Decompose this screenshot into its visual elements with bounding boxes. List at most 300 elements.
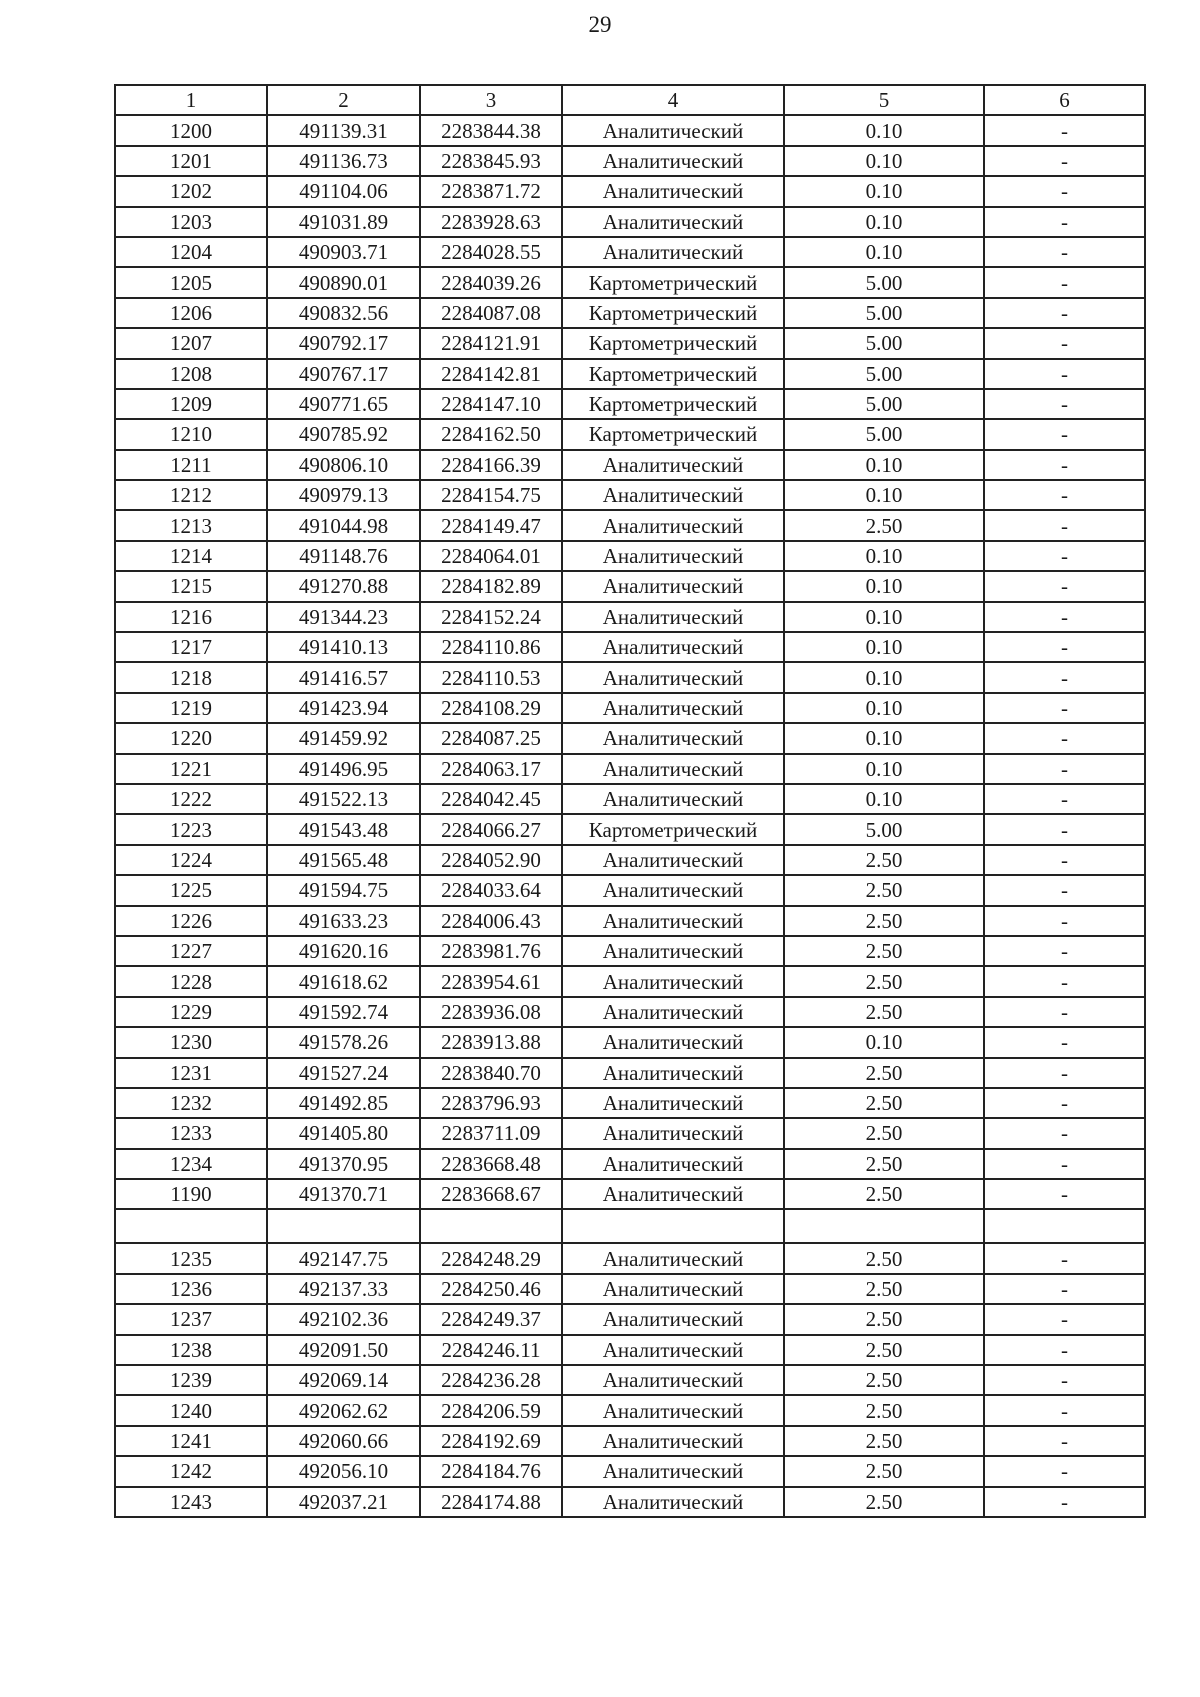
point-number-cell: 1210	[115, 419, 267, 449]
y-coordinate-cell: 2284063.17	[420, 754, 562, 784]
note-cell	[984, 1209, 1145, 1243]
y-coordinate-cell: 2284066.27	[420, 814, 562, 844]
accuracy-cell: 5.00	[784, 359, 984, 389]
accuracy-cell: 0.10	[784, 632, 984, 662]
note-cell: -	[984, 510, 1145, 540]
accuracy-cell: 2.50	[784, 510, 984, 540]
note-cell: -	[984, 480, 1145, 510]
note-cell: -	[984, 1426, 1145, 1456]
table-row	[115, 1365, 1145, 1395]
x-coordinate-cell: 491594.75	[267, 875, 420, 905]
table-row	[115, 298, 1145, 328]
point-number-cell: 1237	[115, 1304, 267, 1334]
method-cell: Аналитический	[562, 875, 784, 905]
table-row	[115, 966, 1145, 996]
accuracy-cell: 2.50	[784, 1243, 984, 1273]
accuracy-cell: 0.10	[784, 541, 984, 571]
y-coordinate-cell: 2284110.53	[420, 662, 562, 692]
y-coordinate-cell: 2284184.76	[420, 1456, 562, 1486]
point-number-cell: 1235	[115, 1243, 267, 1273]
x-coordinate-cell: 490785.92	[267, 419, 420, 449]
note-cell: -	[984, 115, 1145, 145]
method-cell: Картометрический	[562, 419, 784, 449]
x-coordinate-cell: 492056.10	[267, 1456, 420, 1486]
table-row	[115, 510, 1145, 540]
note-cell: -	[984, 1179, 1145, 1209]
method-cell: Картометрический	[562, 328, 784, 358]
accuracy-cell: 2.50	[784, 1456, 984, 1486]
accuracy-cell: 2.50	[784, 1487, 984, 1517]
y-coordinate-cell: 2284182.89	[420, 571, 562, 601]
x-coordinate-cell: 490771.65	[267, 389, 420, 419]
y-coordinate-cell: 2284108.29	[420, 693, 562, 723]
accuracy-cell: 0.10	[784, 480, 984, 510]
table-row	[115, 1395, 1145, 1425]
accuracy-cell: 2.50	[784, 1179, 984, 1209]
table-row	[115, 207, 1145, 237]
column-header-1: 1	[115, 85, 267, 115]
point-number-cell: 1211	[115, 450, 267, 480]
point-number-cell: 1223	[115, 814, 267, 844]
y-coordinate-cell: 2283840.70	[420, 1058, 562, 1088]
table-row	[115, 906, 1145, 936]
table-row	[115, 389, 1145, 419]
method-cell: Картометрический	[562, 389, 784, 419]
table-row	[115, 814, 1145, 844]
method-cell: Аналитический	[562, 602, 784, 632]
table-row	[115, 754, 1145, 784]
accuracy-cell: 0.10	[784, 602, 984, 632]
x-coordinate-cell: 491527.24	[267, 1058, 420, 1088]
point-number-cell: 1224	[115, 845, 267, 875]
table-row	[115, 267, 1145, 297]
x-coordinate-cell: 491370.71	[267, 1179, 420, 1209]
note-cell: -	[984, 754, 1145, 784]
y-coordinate-cell: 2284064.01	[420, 541, 562, 571]
accuracy-cell: 0.10	[784, 207, 984, 237]
point-number-cell: 1203	[115, 207, 267, 237]
point-number-cell: 1234	[115, 1149, 267, 1179]
x-coordinate-cell: 491578.26	[267, 1027, 420, 1057]
accuracy-cell: 2.50	[784, 966, 984, 996]
accuracy-cell: 0.10	[784, 784, 984, 814]
method-cell: Аналитический	[562, 1456, 784, 1486]
point-number-cell: 1220	[115, 723, 267, 753]
y-coordinate-cell: 2283954.61	[420, 966, 562, 996]
method-cell: Аналитический	[562, 662, 784, 692]
method-cell: Аналитический	[562, 632, 784, 662]
note-cell: -	[984, 906, 1145, 936]
table-row	[115, 1209, 1145, 1243]
method-cell: Аналитический	[562, 176, 784, 206]
note-cell: -	[984, 1365, 1145, 1395]
column-header-4: 4	[562, 85, 784, 115]
x-coordinate-cell: 491620.16	[267, 936, 420, 966]
note-cell: -	[984, 845, 1145, 875]
point-number-cell: 1227	[115, 936, 267, 966]
note-cell: -	[984, 237, 1145, 267]
accuracy-cell: 2.50	[784, 936, 984, 966]
y-coordinate-cell: 2284121.91	[420, 328, 562, 358]
point-number-cell: 1229	[115, 997, 267, 1027]
table-row	[115, 1149, 1145, 1179]
accuracy-cell: 2.50	[784, 1304, 984, 1334]
x-coordinate-cell: 492102.36	[267, 1304, 420, 1334]
y-coordinate-cell: 2283844.38	[420, 115, 562, 145]
method-cell: Аналитический	[562, 845, 784, 875]
table-row	[115, 115, 1145, 145]
point-number-cell: 1226	[115, 906, 267, 936]
page-number: 29	[588, 12, 612, 37]
method-cell: Аналитический	[562, 237, 784, 267]
x-coordinate-cell: 491618.62	[267, 966, 420, 996]
x-coordinate-cell: 492091.50	[267, 1335, 420, 1365]
point-number-cell: 1233	[115, 1118, 267, 1148]
accuracy-cell: 0.10	[784, 146, 984, 176]
method-cell: Аналитический	[562, 1149, 784, 1179]
note-cell: -	[984, 632, 1145, 662]
y-coordinate-cell: 2284250.46	[420, 1274, 562, 1304]
accuracy-cell: 2.50	[784, 906, 984, 936]
y-coordinate-cell: 2284236.28	[420, 1365, 562, 1395]
table-row	[115, 359, 1145, 389]
y-coordinate-cell: 2284087.08	[420, 298, 562, 328]
point-number-cell: 1213	[115, 510, 267, 540]
accuracy-cell: 0.10	[784, 1027, 984, 1057]
method-cell: Аналитический	[562, 541, 784, 571]
table-row	[115, 571, 1145, 601]
method-cell: Аналитический	[562, 1335, 784, 1365]
table-row	[115, 328, 1145, 358]
table-row	[115, 1274, 1145, 1304]
x-coordinate-cell: 490767.17	[267, 359, 420, 389]
method-cell: Картометрический	[562, 298, 784, 328]
method-cell: Аналитический	[562, 1118, 784, 1148]
y-coordinate-cell: 2284042.45	[420, 784, 562, 814]
accuracy-cell: 5.00	[784, 389, 984, 419]
accuracy-cell: 5.00	[784, 814, 984, 844]
method-cell: Аналитический	[562, 146, 784, 176]
note-cell: -	[984, 1149, 1145, 1179]
table-row	[115, 1027, 1145, 1057]
accuracy-cell: 0.10	[784, 754, 984, 784]
point-number-cell: 1230	[115, 1027, 267, 1057]
accuracy-cell	[784, 1209, 984, 1243]
point-number-cell: 1205	[115, 267, 267, 297]
x-coordinate-cell: 491592.74	[267, 997, 420, 1027]
y-coordinate-cell: 2283871.72	[420, 176, 562, 206]
note-cell: -	[984, 1487, 1145, 1517]
note-cell: -	[984, 328, 1145, 358]
accuracy-cell: 5.00	[784, 419, 984, 449]
method-cell: Картометрический	[562, 267, 784, 297]
y-coordinate-cell: 2283711.09	[420, 1118, 562, 1148]
y-coordinate-cell: 2284142.81	[420, 359, 562, 389]
note-cell: -	[984, 1274, 1145, 1304]
method-cell: Аналитический	[562, 450, 784, 480]
x-coordinate-cell: 491423.94	[267, 693, 420, 723]
accuracy-cell: 0.10	[784, 176, 984, 206]
note-cell: -	[984, 1456, 1145, 1486]
x-coordinate-cell: 491410.13	[267, 632, 420, 662]
point-number-cell	[115, 1209, 267, 1243]
y-coordinate-cell: 2284162.50	[420, 419, 562, 449]
x-coordinate-cell: 490832.56	[267, 298, 420, 328]
y-coordinate-cell: 2284149.47	[420, 510, 562, 540]
y-coordinate-cell: 2284192.69	[420, 1426, 562, 1456]
accuracy-cell: 0.10	[784, 450, 984, 480]
x-coordinate-cell: 491270.88	[267, 571, 420, 601]
accuracy-cell: 0.10	[784, 662, 984, 692]
y-coordinate-cell: 2284087.25	[420, 723, 562, 753]
point-number-cell: 1238	[115, 1335, 267, 1365]
method-cell: Аналитический	[562, 754, 784, 784]
point-number-cell: 1219	[115, 693, 267, 723]
table-header-row	[115, 85, 1145, 115]
method-cell: Аналитический	[562, 1274, 784, 1304]
y-coordinate-cell: 2283845.93	[420, 146, 562, 176]
point-number-cell: 1216	[115, 602, 267, 632]
x-coordinate-cell: 492062.62	[267, 1395, 420, 1425]
table-row	[115, 723, 1145, 753]
point-number-cell: 1204	[115, 237, 267, 267]
column-header-3: 3	[420, 85, 562, 115]
table-row	[115, 1487, 1145, 1517]
table-row	[115, 997, 1145, 1027]
method-cell: Аналитический	[562, 1487, 784, 1517]
y-coordinate-cell: 2284248.29	[420, 1243, 562, 1273]
method-cell: Аналитический	[562, 784, 784, 814]
x-coordinate-cell: 492037.21	[267, 1487, 420, 1517]
accuracy-cell: 2.50	[784, 1118, 984, 1148]
note-cell: -	[984, 784, 1145, 814]
point-number-cell: 1222	[115, 784, 267, 814]
method-cell: Аналитический	[562, 723, 784, 753]
method-cell: Аналитический	[562, 1088, 784, 1118]
note-cell: -	[984, 450, 1145, 480]
table-row	[115, 237, 1145, 267]
table-row	[115, 419, 1145, 449]
point-number-cell: 1228	[115, 966, 267, 996]
method-cell: Аналитический	[562, 966, 784, 996]
accuracy-cell: 2.50	[784, 1149, 984, 1179]
accuracy-cell: 2.50	[784, 1365, 984, 1395]
note-cell: -	[984, 723, 1145, 753]
note-cell: -	[984, 693, 1145, 723]
note-cell: -	[984, 602, 1145, 632]
x-coordinate-cell: 491031.89	[267, 207, 420, 237]
method-cell	[562, 1209, 784, 1243]
method-cell: Аналитический	[562, 1426, 784, 1456]
x-coordinate-cell: 491104.06	[267, 176, 420, 206]
note-cell: -	[984, 814, 1145, 844]
x-coordinate-cell: 490979.13	[267, 480, 420, 510]
y-coordinate-cell: 2283668.67	[420, 1179, 562, 1209]
note-cell: -	[984, 1058, 1145, 1088]
y-coordinate-cell: 2283928.63	[420, 207, 562, 237]
x-coordinate-cell: 491139.31	[267, 115, 420, 145]
x-coordinate-cell: 491496.95	[267, 754, 420, 784]
note-cell: -	[984, 1118, 1145, 1148]
accuracy-cell: 2.50	[784, 1058, 984, 1088]
y-coordinate-cell: 2284206.59	[420, 1395, 562, 1425]
table-row	[115, 1058, 1145, 1088]
y-coordinate-cell: 2284110.86	[420, 632, 562, 662]
method-cell: Картометрический	[562, 359, 784, 389]
x-coordinate-cell	[267, 1209, 420, 1243]
point-number-cell: 1236	[115, 1274, 267, 1304]
accuracy-cell: 2.50	[784, 845, 984, 875]
y-coordinate-cell: 2284166.39	[420, 450, 562, 480]
x-coordinate-cell: 491136.73	[267, 146, 420, 176]
x-coordinate-cell: 490890.01	[267, 267, 420, 297]
y-coordinate-cell	[420, 1209, 562, 1243]
column-header-5: 5	[784, 85, 984, 115]
table-row	[115, 480, 1145, 510]
accuracy-cell: 5.00	[784, 267, 984, 297]
note-cell: -	[984, 419, 1145, 449]
accuracy-cell: 2.50	[784, 875, 984, 905]
table-body	[115, 115, 1145, 1517]
table-row	[115, 1304, 1145, 1334]
note-cell: -	[984, 1243, 1145, 1273]
method-cell: Картометрический	[562, 814, 784, 844]
method-cell: Аналитический	[562, 207, 784, 237]
note-cell: -	[984, 541, 1145, 571]
table-row	[115, 176, 1145, 206]
x-coordinate-cell: 491416.57	[267, 662, 420, 692]
accuracy-cell: 0.10	[784, 571, 984, 601]
table-row	[115, 602, 1145, 632]
method-cell: Аналитический	[562, 510, 784, 540]
y-coordinate-cell: 2284147.10	[420, 389, 562, 419]
table-row	[115, 845, 1145, 875]
note-cell: -	[984, 662, 1145, 692]
x-coordinate-cell: 491459.92	[267, 723, 420, 753]
table-row	[115, 693, 1145, 723]
note-cell: -	[984, 1088, 1145, 1118]
note-cell: -	[984, 875, 1145, 905]
point-number-cell: 1200	[115, 115, 267, 145]
x-coordinate-cell: 491405.80	[267, 1118, 420, 1148]
method-cell: Аналитический	[562, 571, 784, 601]
point-number-cell: 1206	[115, 298, 267, 328]
note-cell: -	[984, 1335, 1145, 1365]
note-cell: -	[984, 1304, 1145, 1334]
y-coordinate-cell: 2284052.90	[420, 845, 562, 875]
x-coordinate-cell: 491492.85	[267, 1088, 420, 1118]
point-number-cell: 1212	[115, 480, 267, 510]
coordinates-table	[114, 84, 1146, 1518]
accuracy-cell: 2.50	[784, 1426, 984, 1456]
y-coordinate-cell: 2283796.93	[420, 1088, 562, 1118]
y-coordinate-cell: 2283668.48	[420, 1149, 562, 1179]
point-number-cell: 1242	[115, 1456, 267, 1486]
x-coordinate-cell: 491344.23	[267, 602, 420, 632]
table-row	[115, 632, 1145, 662]
table-row	[115, 1088, 1145, 1118]
method-cell: Аналитический	[562, 906, 784, 936]
accuracy-cell: 2.50	[784, 1395, 984, 1425]
table-row	[115, 662, 1145, 692]
accuracy-cell: 2.50	[784, 997, 984, 1027]
accuracy-cell: 0.10	[784, 723, 984, 753]
table-row	[115, 1456, 1145, 1486]
table-row	[115, 541, 1145, 571]
column-header-2: 2	[267, 85, 420, 115]
point-number-cell: 1208	[115, 359, 267, 389]
x-coordinate-cell: 491044.98	[267, 510, 420, 540]
method-cell: Аналитический	[562, 1395, 784, 1425]
x-coordinate-cell: 491543.48	[267, 814, 420, 844]
x-coordinate-cell: 492147.75	[267, 1243, 420, 1273]
table-row	[115, 936, 1145, 966]
method-cell: Аналитический	[562, 1179, 784, 1209]
table-row	[115, 875, 1145, 905]
accuracy-cell: 5.00	[784, 298, 984, 328]
x-coordinate-cell: 490806.10	[267, 450, 420, 480]
table-row	[115, 1335, 1145, 1365]
point-number-cell: 1243	[115, 1487, 267, 1517]
method-cell: Аналитический	[562, 1304, 784, 1334]
method-cell: Аналитический	[562, 480, 784, 510]
y-coordinate-cell: 2284174.88	[420, 1487, 562, 1517]
x-coordinate-cell: 491148.76	[267, 541, 420, 571]
accuracy-cell: 5.00	[784, 328, 984, 358]
x-coordinate-cell: 490903.71	[267, 237, 420, 267]
note-cell: -	[984, 298, 1145, 328]
x-coordinate-cell: 491565.48	[267, 845, 420, 875]
method-cell: Аналитический	[562, 115, 784, 145]
method-cell: Аналитический	[562, 936, 784, 966]
method-cell: Аналитический	[562, 997, 784, 1027]
y-coordinate-cell: 2284154.75	[420, 480, 562, 510]
note-cell: -	[984, 571, 1145, 601]
x-coordinate-cell: 492069.14	[267, 1365, 420, 1395]
point-number-cell: 1231	[115, 1058, 267, 1088]
table-row	[115, 1118, 1145, 1148]
table-row	[115, 450, 1145, 480]
y-coordinate-cell: 2283936.08	[420, 997, 562, 1027]
point-number-cell: 1218	[115, 662, 267, 692]
point-number-cell: 1241	[115, 1426, 267, 1456]
table-row	[115, 1179, 1145, 1209]
x-coordinate-cell: 491370.95	[267, 1149, 420, 1179]
y-coordinate-cell: 2284039.26	[420, 267, 562, 297]
note-cell: -	[984, 207, 1145, 237]
point-number-cell: 1209	[115, 389, 267, 419]
method-cell: Аналитический	[562, 1027, 784, 1057]
accuracy-cell: 0.10	[784, 693, 984, 723]
y-coordinate-cell: 2284246.11	[420, 1335, 562, 1365]
point-number-cell: 1232	[115, 1088, 267, 1118]
point-number-cell: 1190	[115, 1179, 267, 1209]
note-cell: -	[984, 1027, 1145, 1057]
method-cell: Аналитический	[562, 1243, 784, 1273]
y-coordinate-cell: 2284152.24	[420, 602, 562, 632]
x-coordinate-cell: 491633.23	[267, 906, 420, 936]
y-coordinate-cell: 2284028.55	[420, 237, 562, 267]
point-number-cell: 1217	[115, 632, 267, 662]
accuracy-cell: 0.10	[784, 115, 984, 145]
x-coordinate-cell: 492060.66	[267, 1426, 420, 1456]
point-number-cell: 1201	[115, 146, 267, 176]
table-row	[115, 146, 1145, 176]
accuracy-cell: 0.10	[784, 237, 984, 267]
note-cell: -	[984, 997, 1145, 1027]
point-number-cell: 1202	[115, 176, 267, 206]
y-coordinate-cell: 2284033.64	[420, 875, 562, 905]
